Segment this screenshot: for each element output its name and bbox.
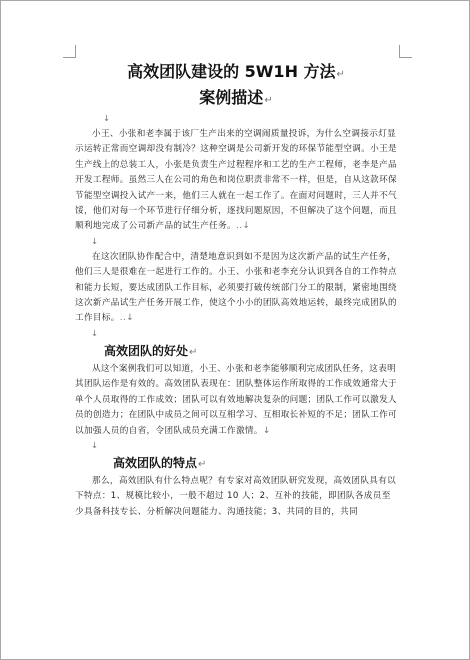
paragraph-mark: ↵ xyxy=(198,458,207,470)
empty-line xyxy=(75,439,397,454)
paragraph xyxy=(75,474,397,520)
empty-line xyxy=(75,327,397,342)
paragraph-text: 那么，高效团队有什么特点呢？有专家对高效团队研究发现，高效团队具有以下特点：1、规模比较小，一般不超过 10 人；2、互补的技能，即团队各成员至少具备科技专长、分析解决问题能力、沟通技能；3、共同的目的，共同 xyxy=(75,475,397,517)
line-mark: ↓ xyxy=(91,236,99,247)
crop-mark-top-right xyxy=(399,45,412,58)
section-heading xyxy=(75,454,397,474)
space-marks: ..↓ xyxy=(119,313,135,324)
heading-text: 高效团队的特点 xyxy=(113,455,198,470)
line-mark: ↓ xyxy=(103,114,111,124)
paragraph xyxy=(75,250,397,327)
paragraph-mark: ↵ xyxy=(336,69,345,80)
document-subtitle xyxy=(75,87,397,112)
paragraph-mark: ↵ xyxy=(264,95,273,106)
empty-line xyxy=(75,235,397,250)
title-line1: 高效团队建设的 5W1H 方法 xyxy=(127,62,336,81)
crop-mark-top-left xyxy=(63,45,76,58)
line-mark: ↓ xyxy=(91,328,99,339)
empty-line xyxy=(75,112,397,127)
space-marks: ..↓ xyxy=(236,221,251,232)
heading-text: 高效团队的好处 xyxy=(104,343,189,358)
paragraph-text: 在这次团队协作配合中，清楚地意识到如不是因为这次新产品的试生产任务，他们三人是很难在一起进行工作的。小王、小张和老李充分认识到各自的工作特点和能力长短，要达成团队工作目标，必须要打破传统部门分工的限制，紧密地围绕这次新产品试生产任务开展工作，使这个小小的团队高效地运转，最终完成团队的工作目标。 xyxy=(75,251,397,324)
section-heading xyxy=(75,342,397,362)
paragraph xyxy=(75,362,397,439)
paragraph-text: 小王、小张和老李属于该厂生产出来的空调闹质量投诉，为什么空调接示灯显示运转正常而空调却没有制冷？这种空调是公司新开发的环保节能型空调。小王是生产线上的总装工人，小张是负责生产过程程序和工艺的生产工程师，老李是产品开发工程师。虽然三人在公司的角色和岗位职责非常不一样，但是，自从这款环保节能型空调投入试产一来，他们三人就在一起工作了。在面对问题时，三人并不气馁，他们对每一个环节进行仔细分析，逐找问题原因，不但解决了这个问题，而且顺利地完成了公司新产品的试生产任务。 xyxy=(75,129,397,232)
paragraph-text: 从这个案例我们可以知道，小王、小张和老李能够顺利完成团队任务，这表明其团队运作是有效的。高效团队表现在：团队整体运作所取得的工作成效通常大于单个人员取得的工作成效；团队可以有效地解决复杂的问题；团队工作可以激发人员的创造力；在团队中成员之间可以互相学习、互相取长补短的不足；团队工作可以加强人员的自省，令团队成员充满工作激情。 xyxy=(75,363,397,436)
page-body xyxy=(75,59,397,520)
title-line2: 案例描述 xyxy=(199,88,264,107)
paragraph-mark: ↵ xyxy=(189,346,198,358)
line-mark: ↓ xyxy=(91,440,99,451)
paragraph xyxy=(75,127,397,235)
line-mark: ↓ xyxy=(262,425,271,436)
document-title xyxy=(75,61,397,86)
